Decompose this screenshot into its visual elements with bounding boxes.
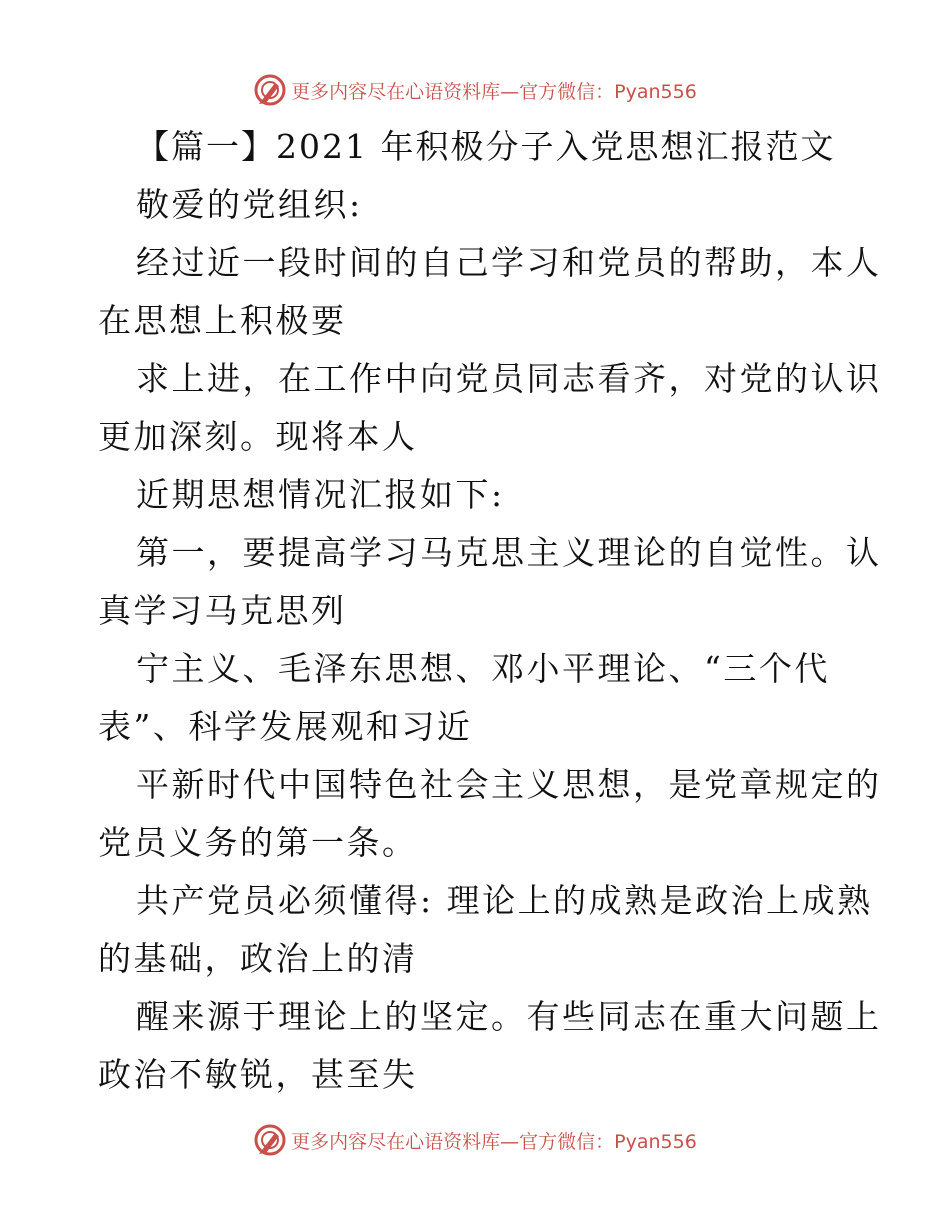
pen-logo-icon bbox=[253, 1123, 287, 1157]
text-line: 第一，要提高学习马克思主义理论的自觉性。认 bbox=[136, 533, 882, 572]
watermark-text: 更多内容尽在心语资料库—官方微信：Pyan556 bbox=[291, 1130, 697, 1153]
text-line: 敬爱的党组织: bbox=[136, 185, 363, 224]
text-line: 宁主义、毛泽东思想、邓小平理论、“三个代 bbox=[136, 649, 830, 688]
text-line: 表”、科学发展观和习近 bbox=[98, 707, 473, 746]
text-line: 醒来源于理论上的坚定。有些同志在重大问题上 bbox=[136, 997, 882, 1036]
text-line: 求上进，在工作中向党员同志看齐，对党的认识 bbox=[136, 359, 882, 398]
text-line: 近期思想情况汇报如下: bbox=[136, 475, 505, 514]
document-title: 【篇一】2021 年积极分子入党思想汇报范文 bbox=[136, 127, 836, 166]
text-line: 真学习马克思列 bbox=[98, 591, 347, 630]
text-line: 经过近一段时间的自己学习和党员的帮助，本人 bbox=[136, 243, 882, 282]
pen-logo-icon bbox=[253, 73, 287, 107]
document-body bbox=[98, 118, 882, 1104]
text-line: 政治不敏锐，甚至失 bbox=[98, 1055, 418, 1094]
text-line: 平新时代中国特色社会主义思想，是党章规定的 bbox=[136, 765, 882, 804]
text-line: 在思想上积极要 bbox=[98, 301, 347, 340]
header-watermark bbox=[0, 70, 950, 110]
text-line: 的基础，政治上的清 bbox=[98, 939, 418, 978]
footer-watermark bbox=[0, 1120, 950, 1160]
paragraph-lines bbox=[98, 176, 882, 1104]
watermark-text: 更多内容尽在心语资料库—官方微信：Pyan556 bbox=[291, 80, 697, 103]
text-line: 更加深刻。现将本人 bbox=[98, 417, 418, 456]
text-line: 共产党员必须懂得: 理论上的成熟是政治上成熟 bbox=[136, 881, 873, 920]
text-line: 党员义务的第一条。 bbox=[98, 823, 418, 862]
